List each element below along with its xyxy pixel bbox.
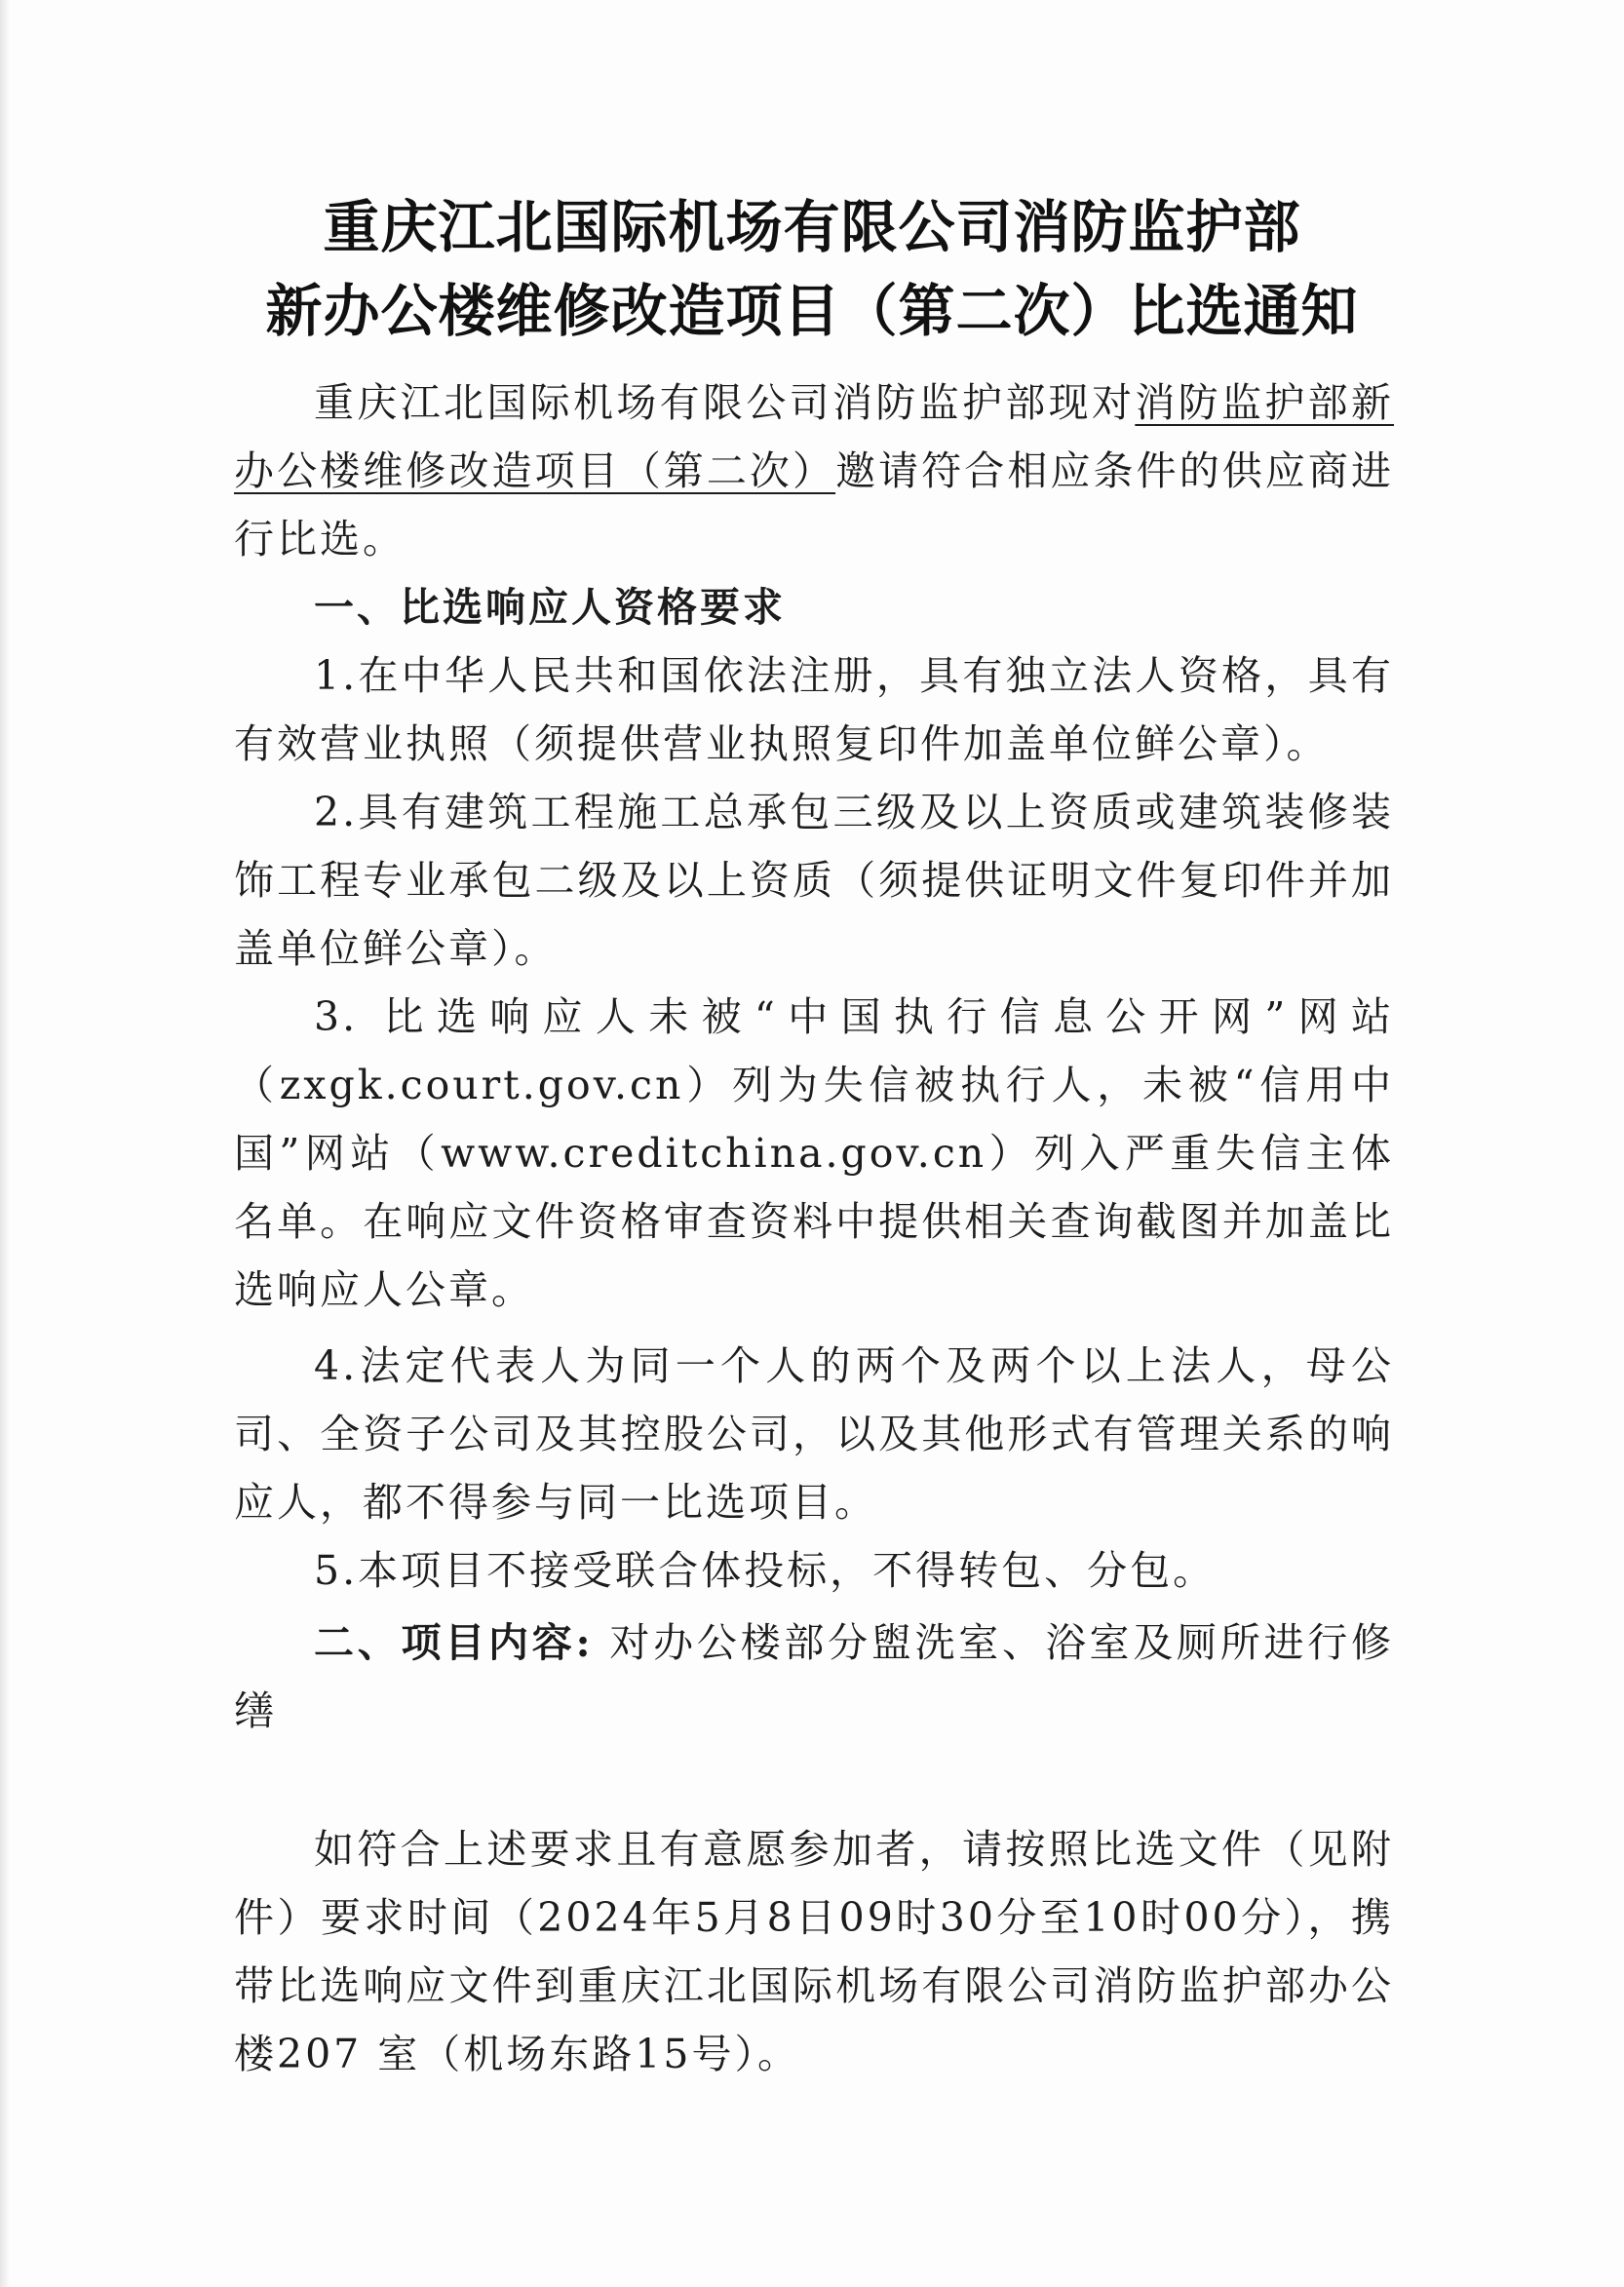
section-2-label: 二、项目内容: bbox=[314, 1619, 594, 1666]
qualification-item-5: 5.本项目不接受联合体投标，不得转包、分包。 bbox=[314, 1547, 1217, 1594]
qualification-item-2: 2.具有建筑工程施工总承包三级及以上资质或建筑装修装饰工程专业承包二级及以上资质（须提供证明文件复印件并加盖单位鲜公章）。 bbox=[234, 789, 1394, 972]
qualification-item-3: 3. 比选响应人未被“中国执行信息公开网”网站（zxgk.court.gov.cn）列为失信被执行人，未被“信用中国”网站（www.creditchina.gov.cn）列入严重失信主体名单。在响应文件资格审查资料中提供相关查询截图并加盖比选响应人公章。 bbox=[234, 993, 1394, 1313]
intro-suffix: 邀请符合相应条件的供应商进行比选。 bbox=[234, 447, 1394, 562]
title-line-2: 新办公楼维修改造项目（第二次）比选通知 bbox=[265, 278, 1359, 344]
closing-block bbox=[234, 1815, 1394, 2088]
closing-paragraph: 如符合上述要求且有意愿参加者，请按照比选文件（见附件）要求时间（2024年5月8日09时30分至10时00分），携带比选响应文件到重庆江北国际机场有限公司消防监护部办公楼207 室（机场东路15号）。 bbox=[234, 1826, 1394, 2077]
intro-paragraph bbox=[234, 368, 1394, 573]
intro-block bbox=[234, 368, 1394, 573]
intro-prefix: 重庆江北国际机场有限公司消防监护部现对 bbox=[314, 379, 1136, 426]
section-2-content: 对办公楼部分盥洗室、浴室及厕所进行修缮 bbox=[234, 1619, 1394, 1734]
qualification-item-1: 1.在中华人民共和国依法注册，具有独立法人资格，具有有效营业执照（须提供营业执照复印件加盖单位鲜公章）。 bbox=[234, 652, 1394, 767]
section-1 bbox=[234, 573, 1394, 1605]
title-line-1: 重庆江北国际机场有限公司消防监护部 bbox=[323, 194, 1301, 260]
section-2-paragraph bbox=[234, 1609, 1394, 1745]
section-1-heading: 一、比选响应人资格要求 bbox=[314, 584, 786, 631]
project-name: 消防监护部新办公楼维修改造项目（第二次） bbox=[234, 379, 1395, 494]
qualification-item-4: 4.法定代表人为同一个人的两个及两个以上法人，母公司、全资子公司及其控股公司，以及其他形式有管理关系的响应人，都不得参与同一比选项目。 bbox=[234, 1342, 1394, 1526]
document-title bbox=[0, 185, 1624, 353]
section-2 bbox=[234, 1609, 1394, 1745]
